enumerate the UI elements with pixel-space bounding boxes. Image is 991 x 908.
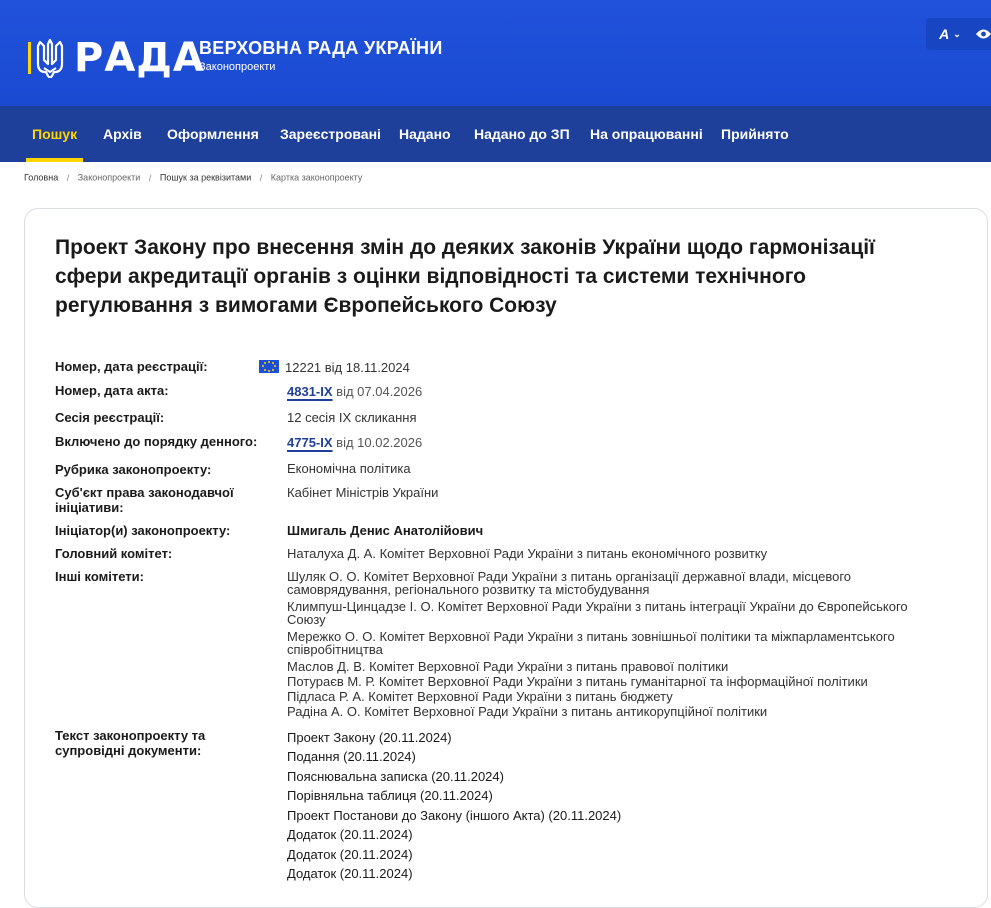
document-link[interactable]: Порівняльна таблиця (20.11.2024) [287, 788, 493, 803]
registration-number: 12221 від 18.11.2024 [285, 360, 410, 375]
committee-line: Радіна А. О. Комітет Верховної Ради України з питань антикорупційної політики [287, 704, 768, 719]
logo-text: РАДА [74, 35, 205, 81]
site-logo[interactable] [28, 35, 205, 81]
act-number-link[interactable]: 4831-IX [287, 384, 333, 399]
committee-line: самоврядування, регіонального розвитку та містобудування [287, 582, 650, 597]
committee-line: Підласа Р. А. Комітет Верховної Ради України з питань бюджету [287, 689, 673, 704]
bill-title: Проект Закону про внесення змін до деяких законів України щодо гармонізації сфери акредитації органів з оцінки відповідності та системи технічного регулювання з вимогами Європейського Союзу [55, 236, 875, 317]
initiator-label: Ініціатор(и) законопроекту: [55, 523, 231, 538]
font-size-button[interactable] [926, 18, 974, 50]
nav-item-formatting[interactable]: Оформлення [167, 126, 259, 142]
act-date: від 07.04.2026 [336, 384, 423, 399]
registration-label: Номер, дата реєстрації: [55, 359, 208, 374]
eye-icon [976, 28, 991, 40]
main-nav [0, 106, 991, 162]
committee-line: Союзу [287, 612, 326, 627]
eu-flag-icon [259, 360, 279, 373]
nav-item-adopted[interactable]: Прийнято [721, 126, 789, 142]
breadcrumb-bills[interactable]: Законопроекти [77, 172, 141, 183]
site-subtitle: Законопроекти [199, 61, 276, 73]
agenda-date: від 10.02.2026 [336, 435, 423, 450]
nav-item-registered[interactable]: Зареєстровані [280, 126, 381, 142]
bill-card [24, 208, 988, 908]
other-committee-item [287, 630, 967, 656]
trident-icon [28, 38, 72, 78]
nav-item-archive[interactable]: Архів [103, 126, 142, 142]
rubric-value: Економічна політика [287, 461, 411, 476]
other-committee-item [287, 570, 967, 596]
subject-label-line2: ініціативи: [55, 500, 124, 515]
nav-item-search[interactable]: Пошук [32, 106, 77, 162]
breadcrumb-separator: / [148, 172, 152, 183]
other-committee-item [287, 660, 967, 673]
subject-value: Кабінет Міністрів України [287, 485, 439, 500]
document-link[interactable]: Додаток (20.11.2024) [287, 847, 413, 862]
committee-line: співробітництва [287, 642, 383, 657]
other-committee-item [287, 600, 967, 626]
document-link[interactable]: Проект Закону (20.11.2024) [287, 730, 452, 745]
other-committee-item [287, 675, 967, 688]
session-value: 12 сесія IX скликання [287, 410, 417, 425]
act-value [287, 385, 422, 399]
nav-item-submitted[interactable]: Надано [399, 126, 451, 142]
rubric-label: Рубрика законопроекту: [55, 462, 212, 477]
other-committees-label: Інші комітети: [55, 569, 144, 584]
committee-line: Маслов Д. В. Комітет Верховної Ради України з питань правової політики [287, 659, 729, 674]
document-link[interactable]: Пояснювальна записка (20.11.2024) [287, 769, 504, 784]
documents-label-line1: Текст законопроекту та [55, 728, 206, 743]
registration-value [287, 360, 410, 375]
documents-label-line2: супровідні документи: [55, 743, 202, 758]
chevron-down-icon: ⌄ [953, 28, 961, 39]
subject-label-line1: Суб'єкт права законодавчої [55, 485, 234, 500]
font-size-label: A [939, 26, 950, 42]
session-label: Сесія реєстрації: [55, 410, 165, 425]
other-committee-item [287, 705, 967, 718]
breadcrumb-search[interactable]: Пошук за реквізитами [159, 172, 252, 183]
nav-item-in-processing[interactable]: На опрацюванні [590, 126, 703, 142]
breadcrumb-current: Картка законопроекту [270, 172, 363, 183]
site-title: ВЕРХОВНА РАДА УКРАЇНИ [199, 38, 443, 58]
breadcrumb-separator: / [66, 172, 70, 183]
committee-line: Шуляк О. О. Комітет Верховної Ради України з питань організації державної влади, місцевого [287, 569, 852, 584]
document-link[interactable]: Додаток (20.11.2024) [287, 827, 413, 842]
nav-item-submitted-zp[interactable]: Надано до ЗП [474, 126, 570, 142]
document-link[interactable]: Подання (20.11.2024) [287, 749, 416, 764]
other-committee-item [287, 690, 967, 703]
initiator-value: Шмигаль Денис Анатолійович [287, 523, 484, 538]
agenda-number-link[interactable]: 4775-IX [287, 435, 333, 450]
breadcrumb-home[interactable]: Головна [24, 172, 59, 183]
main-committee-value: Наталуха Д. А. Комітет Верховної Ради України з питань економічного розвитку [287, 546, 768, 561]
document-link[interactable]: Проект Постанови до Закону (іншого Акта) (20.11.2024) [287, 808, 622, 823]
committee-line: Мережко О. О. Комітет Верховної Ради України з питань зовнішньої політики та міжпарламентського [287, 629, 895, 644]
act-label: Номер, дата акта: [55, 383, 169, 398]
document-link[interactable]: Додаток (20.11.2024) [287, 866, 413, 881]
site-header [0, 0, 991, 106]
accessibility-button[interactable] [974, 18, 991, 50]
committee-line: Климпуш-Цинцадзе І. О. Комітет Верховної Ради України з питань інтеграції України до Європейського [287, 599, 908, 614]
committee-line: Потураєв М. Р. Комітет Верховної Ради України з питань гуманітарної та інформаційної політики [287, 674, 868, 689]
main-committee-label: Головний комітет: [55, 546, 173, 561]
agenda-value [287, 436, 422, 450]
agenda-label: Включено до порядку денного: [55, 434, 258, 449]
breadcrumb [24, 172, 362, 183]
breadcrumb-separator: / [259, 172, 263, 183]
